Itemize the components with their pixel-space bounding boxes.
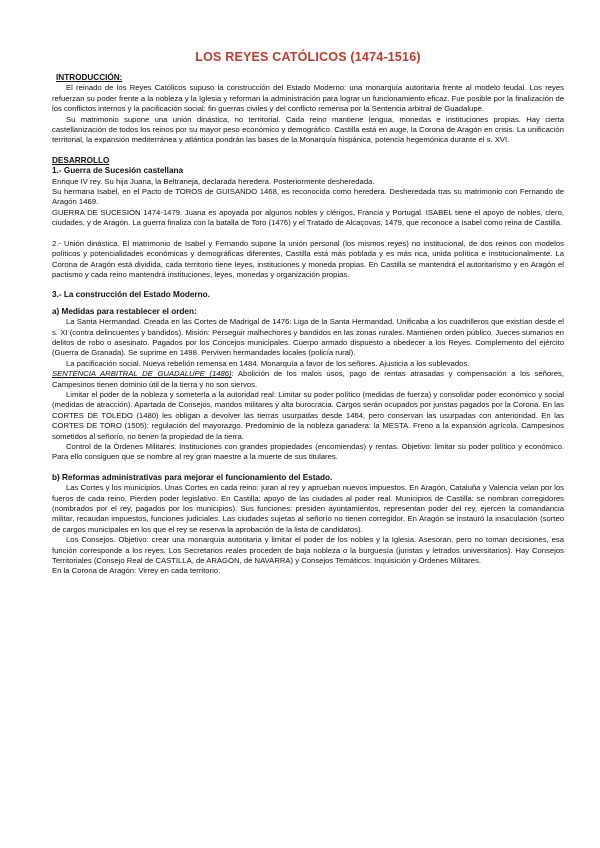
intro-paragraph-2: Su matrimonio supone una unión dinástica, no territorial. Cada reino mantiene lengua, monedas e instituciones propias. Hay cierta castellanización de todos los reinos por su mayor peso económico y demográfico. Castilla está en auge, la Corona de Aragón en crisis. La unificación territorial, la expansión mediterránea y atlántica pondrán las bases de la Monarquía hispánica, potencia hegemónica durante el s. XVI.: [52, 114, 564, 145]
desarrollo-heading: DESARROLLO: [52, 155, 110, 165]
document-title: LOS REYES CATÓLICOS (1474-1516): [195, 50, 421, 64]
section-1-line-2: Su hermana Isabel, en el Pacto de TOROS de GUISANDO 1468, es reconocida como heredera. Desheredada tras su matrimonio con Fernando de Aragón 1469.: [52, 187, 564, 207]
pacificacion-paragraph: La pacificación social. Nueva rebelión remensa en 1484. Monarquía a favor de los señores. Ajusticia a los sublevados.: [66, 358, 470, 368]
section-1-line-1: Enrique IV rey. Su hija Juana, la Beltraneja, declarada heredera. Posteriormente desheredada.: [52, 176, 375, 186]
corona-aragon-line: En la Corona de Aragón: Virrey en cada territorio.: [52, 566, 221, 576]
consejos-paragraph: Los Consejos. Objetivo: crear una monarquía autoritaria y limitar el poder de los nobles y la Iglesia. Asesoran, pero no toman decisiones, esa función corresponde a los reyes. Los Secretarios reales proceden de baja nobleza o la burguesía (juristas y letrados universitarios). Hay Consejos Territoriales (Consejo Real de CASTILLA, de ARAGÓN, de NAVARRA) y Consejos Temáticos: Inquisición y Órdenes Militares.: [52, 535, 564, 566]
sentencia-text: : Abolición de los malos usos, pago de rentas atrasadas y compensación a los señores, Campesinos tienen dominio útil de la tierra y no son siervos.: [52, 369, 564, 389]
intro-heading: INTRODUCCIÓN:: [56, 73, 123, 82]
nobleza-paragraph: Limitar el poder de la nobleza y someterla a la autoridad real: Limitar su poder político (medidas de fuerza) y consolidar poder económico y social (medidas de atracción). Apartada de Consejos, mandos militares y alta burocracia. Cargos serán ocupados por juristas pagados por la Corona. En las CORTES DE TOLEDO (1480) les obligan a devolver las tierras usurpadas desde 1464, pero conservan las usurpadas con anterioridad. En las CORTES DE TORO (1505): regulación del mayorazgo. Predominio de la nobleza ganadera: la MESTA. Freno a la expansión agrícola. Campesinos sometidos al señorío, no tienen la propiedad de la tierra.: [52, 389, 564, 441]
subsection-b-heading: b) Reformas administrativas para mejorar el funcionamiento del Estado.: [52, 472, 333, 482]
intro-paragraph-1: El reinado de los Reyes Católicos supuso la construcción del Estado Moderno: una monarquía autoritaria frente al modelo feudal. Los reyes refuerzan su poder frente a la nobleza y la Iglesia y reforman la administración para lograr un funcionamiento eficaz. Fue posible por la finalización de los conflictos internos y la pacificación social: fin guerras civiles y del conflicto remensa por la Sentencia arbitral de Guadalupe.: [52, 83, 564, 114]
section-1-heading: 1.- Guerra de Sucesión castellana: [52, 166, 184, 176]
subsection-a-heading: a) Medidas para restablecer el orden:: [52, 306, 197, 316]
santa-hermandad-paragraph: La Santa Hermandad. Creada en las Cortes de Madrigal de 1476: Liga de la Santa Hermandad. Unificaba a los cuadrilleros que existían desde el s. XI (contra delincuentes y bandidos). Misión: Perseguir malhechores y bandidos en las zonas rurales. Mantienen orden público. Jueces sumarios en delitos de robo o asesinato. Pagados por los Concejos municipales. Cuerpo armado dispuesto a obedecer a los Reyes. Complemento del ejército (Guerra de Granada). Se suprime en 1498. Perviven hermandades locales (policía rural).: [52, 317, 564, 358]
ordenes-militares-paragraph: Control de la Órdenes Militares. Instituciones con grandes propiedades (encomiendas) y rentas. Objetivo: limitar su poder político y económico. Para ello consiguen que se nombre al rey gran maestre a la muerte de sus titulares.: [52, 442, 564, 462]
cortes-municipios-paragraph: Las Cortes y los municipios. Unas Cortes en cada reino: juran al rey y aprueban nuevos impuestos. En Aragón, Cataluña y Valencia velan por los fueros de cada reino. Pierden poder legislativo. En Castilla: apoyo de las ciudades al poder real. Municipios de Castilla: se nombran corregidores (nombrados por el rey, pagados por los municipios). Sus funciones: presiden ayuntamientos, representan poder del rey, ejercen la comandancia militar, recaudan impuestos, funciones judiciales. Las ciudades sujetas al señorío no tienen corregidor. En Aragón se instauró la insaculación (sorteo de cargos municipales en los que el rey se reserva la aprobación de la lista de candidatos).: [52, 483, 564, 534]
section-3-heading: 3.- La construcción del Estado Moderno.: [52, 290, 210, 300]
section-2-paragraph: 2.- Unión dinástica. El matrimonio de Isabel y Fernando supone la unión personal (los mismos reyes) no institucional, de dos reinos con modelos políticos y potencialidades económicas y demográficas diferentes, Castilla está más poblada y es más rica, unida política e institucionalmente. La Corona de Aragón está dividida, cada territorio tiene leyes, instituciones y moneda propias. En Castilla se mantendrá el autoritarismo y en Aragón el pactismo y cada reino mantendrá instituciones, leyes, monedas y organización propias.: [52, 238, 564, 279]
sentencia-paragraph: [52, 369, 564, 390]
document-page: [52, 50, 564, 577]
sentencia-label: SENTENCIA ARBITRAL DE GUADALUPE (1486): [52, 369, 232, 379]
section-1-line-3: GUERRA DE SUCESIÓN 1474-1479. Juana es apoyada por algunos nobles y clérigos, Francia y Portugal. ISABEL tiene el apoyo de nobles, clero, ciudades, y de Aragón. La guerra finaliza con la batalla de Toro (1476) y el Tratado de Alcaçovas, 1479, que reconoce a Isabel como reina de Castilla.: [52, 207, 564, 228]
